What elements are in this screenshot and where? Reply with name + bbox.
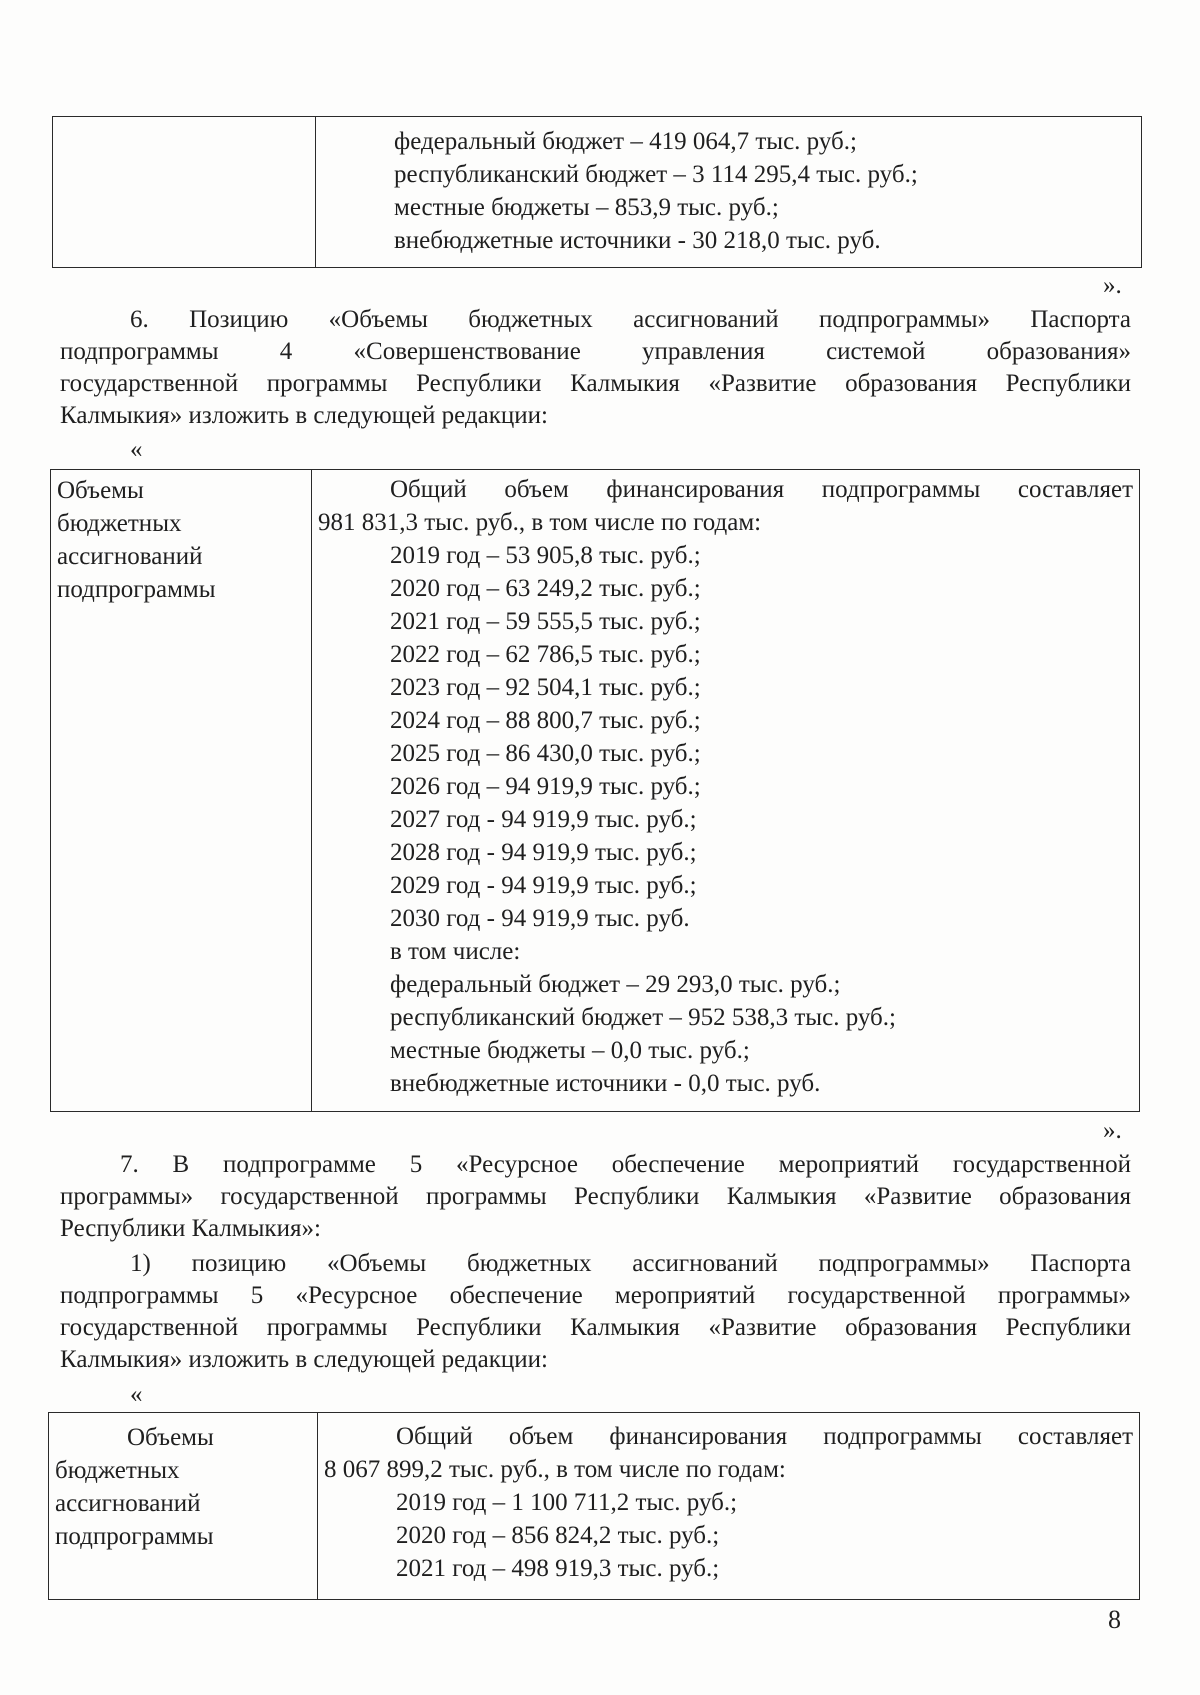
closing-quote: ». <box>1103 272 1122 299</box>
year-line: 2027 год - 94 919,9 тыс. руб.; <box>390 806 697 833</box>
year-line: 2019 год – 53 905,8 тыс. руб.; <box>390 542 701 569</box>
paragraph-6: 6. Позицию «Объемы бюджетных ассигнований подпрограммы» Паспорта подпрограммы 4 «Совершенствование управления системой образования» государственной программы Республики Калмыкия «Развитие образования Республики Калмыкия» изложить в следующей редакции: <box>60 306 1131 429</box>
table-left-cell-empty <box>53 117 316 268</box>
subitem-1: 1) позицию «Объемы бюджетных ассигнований подпрограммы» Паспорта подпрограммы 5 «Ресурсное обеспечение мероприятий государственной программы» государственной программы Республики Калмыкия «Развитие образования Республики Калмыкия» изложить в следующей редакции: <box>60 1250 1131 1373</box>
table-subprogram-4 <box>50 469 1140 1112</box>
closing-quote: ». <box>1103 1117 1122 1144</box>
table-label-cell: Объемы бюджетных ассигнований подпрограммы <box>49 1413 318 1600</box>
year-line: 2022 год – 62 786,5 тыс. руб.; <box>390 641 701 668</box>
table-continued <box>52 116 1142 268</box>
table-label-cell: Объемы бюджетных ассигнований подпрограммы <box>51 470 312 1112</box>
source-line: внебюджетные источники - 0,0 тыс. руб. <box>390 1070 821 1097</box>
year-line: 2020 год – 63 249,2 тыс. руб.; <box>390 575 701 602</box>
year-line: 2021 год – 498 919,3 тыс. руб.; <box>396 1555 720 1582</box>
table-subprogram-5 <box>48 1412 1140 1600</box>
year-line: 2029 год - 94 919,9 тыс. руб.; <box>390 872 697 899</box>
funding-line: внебюджетные источники - 30 218,0 тыс. руб. <box>394 227 881 254</box>
year-line: 2023 год – 92 504,1 тыс. руб.; <box>390 674 701 701</box>
table-value-cell: Общий объем финансирования подпрограммы составляет 8 067 899,2 тыс. руб., в том числе по годам: 2019 год – 1 100 711,2 тыс. руб.; 2020 год – 856 824,2 тыс. руб.; 2021 год – 498 919,3 тыс. руб.; <box>318 1413 1140 1600</box>
source-line: местные бюджеты – 0,0 тыс. руб.; <box>390 1037 750 1064</box>
year-line: 2020 год – 856 824,2 тыс. руб.; <box>396 1522 720 1549</box>
page-number: 8 <box>1108 1605 1121 1634</box>
year-line: 2028 год - 94 919,9 тыс. руб.; <box>390 839 697 866</box>
year-line: 2024 год – 88 800,7 тыс. руб.; <box>390 707 701 734</box>
source-line: федеральный бюджет – 29 293,0 тыс. руб.; <box>390 971 841 998</box>
funding-line: федеральный бюджет – 419 064,7 тыс. руб.; <box>394 128 857 155</box>
year-line: 2026 год – 94 919,9 тыс. руб.; <box>390 773 701 800</box>
table-value-cell: Общий объем финансирования подпрограммы составляет 981 831,3 тыс. руб., в том числе по годам: 2019 год – 53 905,8 тыс. руб.; 2020 год – 63 249,2 тыс. руб.; 2021 год – 59 555,5 тыс. руб.; 2022 год – 62 786,5 тыс. руб.; 2023 год – 92 504,1 тыс. руб.; 2024 год – 88 800,7 тыс. руб.; 2025 год – 86 430,0 тыс. руб.; 2026 год – 94 919,9 тыс. руб.; 2027 год - 94 919,9 тыс. руб.; 2028 год - 94 919,9 тыс. руб.; 2029 год - 94 919,9 тыс. руб.; 2030 год - 94 919,9 тыс. руб. в том числе: федеральный бюджет – 29 293,0 тыс. руб.; республиканский бюджет – 952 538,3 тыс. руб.; местные бюджеты – 0,0 тыс. руб.; внебюджетные источники - 0,0 тыс. руб. <box>312 470 1140 1112</box>
table-right-cell <box>316 117 1142 268</box>
year-line: 2030 год - 94 919,9 тыс. руб. <box>390 905 690 932</box>
opening-quote: « <box>130 436 143 463</box>
year-line: 2019 год – 1 100 711,2 тыс. руб.; <box>396 1489 738 1516</box>
funding-line: республиканский бюджет – 3 114 295,4 тыс. руб.; <box>394 161 918 188</box>
source-line: республиканский бюджет – 952 538,3 тыс. руб.; <box>390 1004 896 1031</box>
year-line: 2021 год – 59 555,5 тыс. руб.; <box>390 608 701 635</box>
including-label: в том числе: <box>390 938 521 965</box>
paragraph-7: 7. В подпрограмме 5 «Ресурсное обеспечение мероприятий государственной программы» государственной программы Республики Калмыкия «Развитие образования Республики Калмыкия»: <box>60 1151 1131 1242</box>
funding-line: местные бюджеты – 853,9 тыс. руб.; <box>394 194 779 221</box>
year-line: 2025 год – 86 430,0 тыс. руб.; <box>390 740 701 767</box>
opening-quote: « <box>130 1381 143 1408</box>
